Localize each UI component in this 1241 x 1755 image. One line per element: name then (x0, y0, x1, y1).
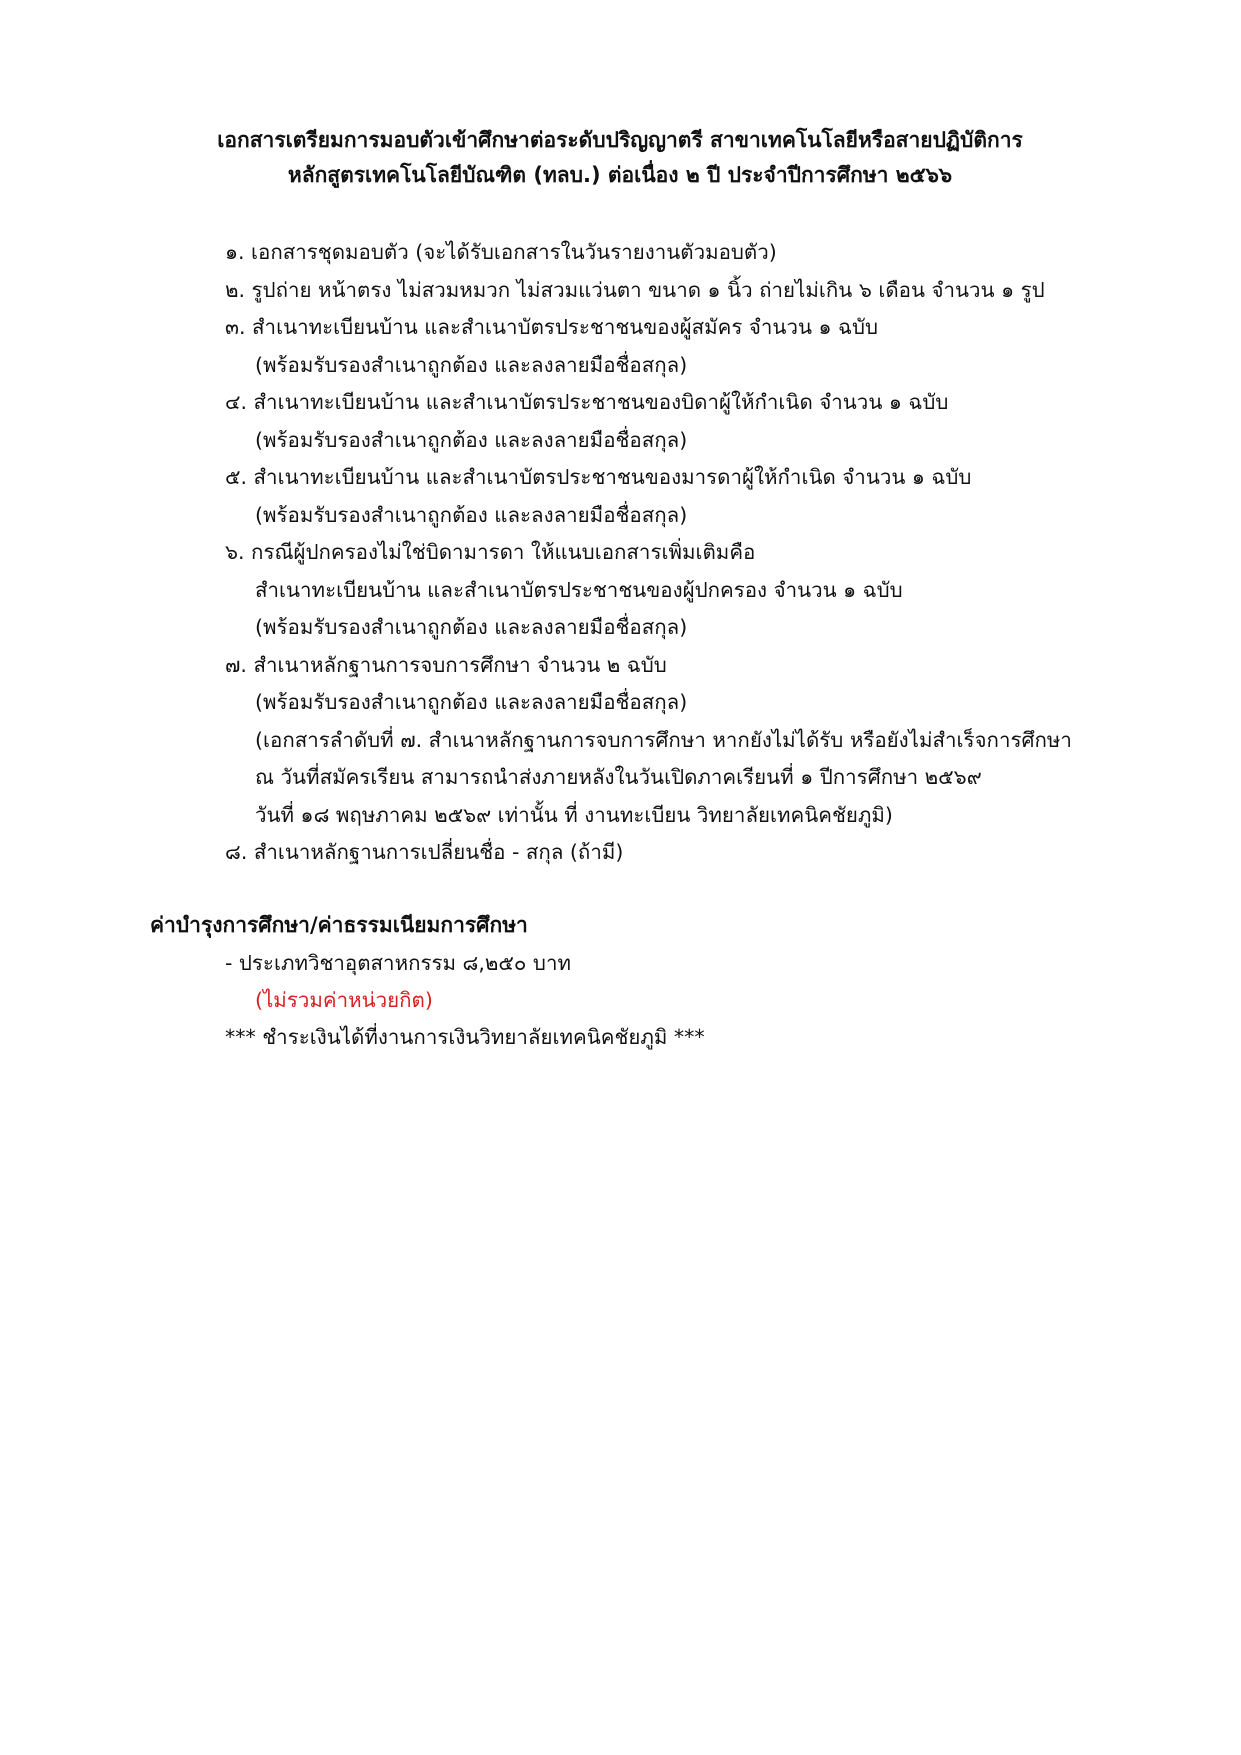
fees-heading: ค่าบำรุงการศึกษา/ค่าธรรมเนียมการศึกษา (150, 913, 528, 937)
item-3: ๓. สำเนาทะเบียนบ้าน และสำเนาบัตรประชาชนของผู้สมัคร จำนวน ๑ ฉบับ (225, 315, 878, 339)
item-3-note: (พร้อมรับรองสำเนาถูกต้อง และลงลายมือชื่อสกุล) (255, 353, 688, 377)
item-4: ๔. สำเนาทะเบียนบ้าน และสำเนาบัตรประชาชนของบิดาผู้ให้กำเนิด จำนวน ๑ ฉบับ (225, 390, 949, 414)
item-2: ๒. รูปถ่าย หน้าตรง ไม่สวมหมวก ไม่สวมแว่นตา ขนาด ๑ นิ้ว ถ่ายไม่เกิน ๖ เดือน จำนวน ๑ รูป (225, 278, 1045, 302)
fee-note: (ไม่รวมค่าหน่วยกิต) (255, 988, 433, 1012)
item-6-detail: สำเนาทะเบียนบ้าน และสำเนาบัตรประชาชนของผู้ปกครอง จำนวน ๑ ฉบับ (255, 578, 903, 602)
item-7-note: (พร้อมรับรองสำเนาถูกต้อง และลงลายมือชื่อสกุล) (255, 690, 688, 714)
item-7: ๗. สำเนาหลักฐานการจบการศึกษา จำนวน ๒ ฉบับ (225, 653, 667, 677)
item-7-remark-line-3: วันที่ ๑๘ พฤษภาคม ๒๕๖๙ เท่านั้น ที่ งานทะเบียน วิทยาลัยเทคนิคชัยภูมิ) (255, 803, 893, 827)
item-7-remark-line-2: ณ วันที่สมัครเรียน สามารถนำส่งภายหลังในวันเปิดภาคเรียนที่ ๑ ปีการศึกษา ๒๕๖๙ (255, 765, 982, 789)
item-8: ๘. สำเนาหลักฐานการเปลี่ยนชื่อ - สกุล (ถ้ามี) (225, 840, 624, 864)
payment-note: *** ชำระเงินได้ที่งานการเงินวิทยาลัยเทคนิคชัยภูมิ *** (225, 1025, 705, 1049)
item-5-note: (พร้อมรับรองสำเนาถูกต้อง และลงลายมือชื่อสกุล) (255, 503, 688, 527)
item-1: ๑. เอกสารชุดมอบตัว (จะได้รับเอกสารในวันรายงานตัวมอบตัว) (225, 240, 777, 264)
item-5: ๕. สำเนาทะเบียนบ้าน และสำเนาบัตรประชาชนของมารดาผู้ให้กำเนิด จำนวน ๑ ฉบับ (225, 465, 972, 489)
document-title-line-1: เอกสารเตรียมการมอบตัวเข้าศึกษาต่อระดับปริญญาตรี สาขาเทคโนโลยีหรือสายปฏิบัติการ (217, 128, 1023, 152)
item-6: ๖. กรณีผู้ปกครองไม่ใช่บิดามารดา ให้แนบเอกสารเพิ่มเติมคือ (225, 540, 756, 564)
item-7-remark-line-1: (เอกสารลำดับที่ ๗. สำเนาหลักฐานการจบการศึกษา หากยังไม่ได้รับ หรือยังไม่สำเร็จการศึกษา (255, 728, 1072, 752)
item-6-note: (พร้อมรับรองสำเนาถูกต้อง และลงลายมือชื่อสกุล) (255, 615, 688, 639)
item-4-note: (พร้อมรับรองสำเนาถูกต้อง และลงลายมือชื่อสกุล) (255, 428, 688, 452)
document-title-line-2: หลักสูตรเทคโนโลยีบัณฑิต (ทลบ.) ต่อเนื่อง ๒ ปี ประจำปีการศึกษา ๒๕๖๖ (287, 163, 953, 187)
fee-industrial: - ประเภทวิชาอุตสาหกรรม ๘,๒๕๐ บาท (225, 951, 571, 975)
